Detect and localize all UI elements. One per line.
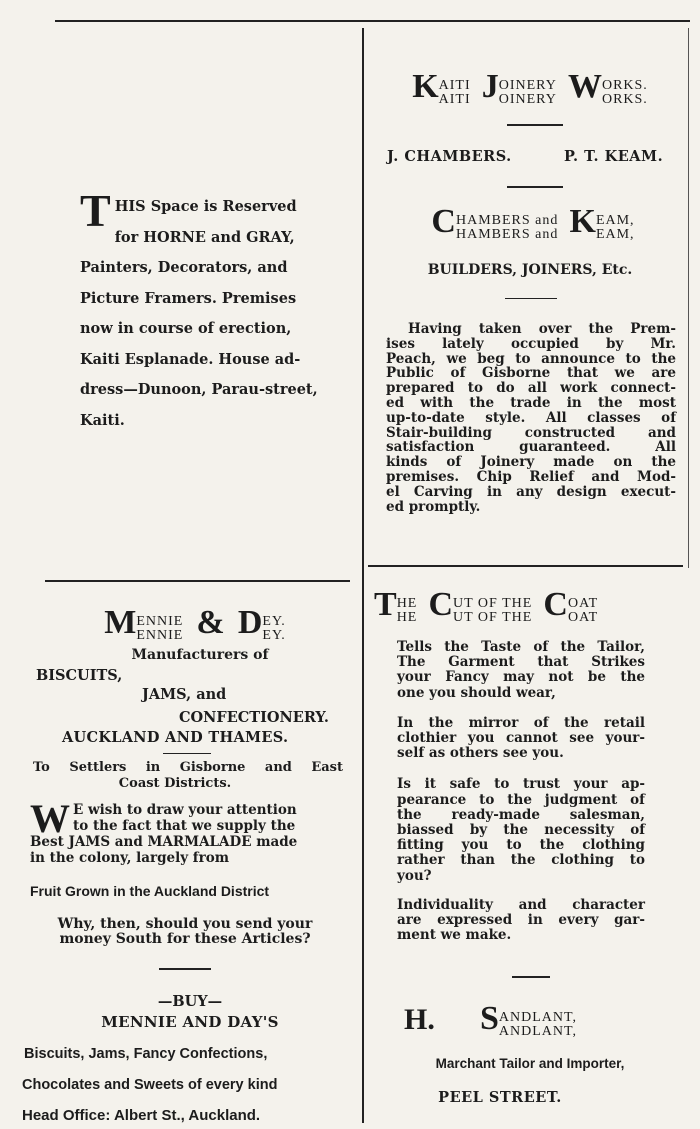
body-line: biassed by the necessity of <box>397 822 645 839</box>
column-divider <box>362 28 364 1123</box>
body-line: Stair-building constructed and <box>386 424 676 441</box>
body-line: satisfaction guaranteed. All <box>386 439 676 456</box>
body-line: The Garment that Strikes <box>397 654 645 671</box>
s-line1: ANDLANT, <box>498 1009 577 1025</box>
m-line1: ENNIE <box>136 613 184 629</box>
horne-gray-line: Picture Framers. Premises <box>80 289 297 307</box>
why-line-1: Why, then, should you send your <box>57 916 313 932</box>
body-line: ed promptly. <box>386 498 481 515</box>
title-w-line1: ORKS. <box>601 77 648 93</box>
chambers-keam-firm <box>378 203 688 242</box>
c2-line2: OAT <box>567 609 599 625</box>
body-line: ises lately occupied by Mr. <box>386 335 676 352</box>
body-line: el Carving in any design execut- <box>386 483 676 500</box>
we-line: to the fact that we supply the <box>73 817 296 834</box>
body-line: prepared to do all work connect- <box>386 380 676 397</box>
horne-gray-line: HIS Space is Reserved <box>114 198 297 215</box>
body-line: one you should wear, <box>397 684 556 701</box>
products-line-2: Chocolates and Sweets of every kind <box>22 1077 278 1093</box>
street-line: PEEL STREET. <box>438 1089 562 1106</box>
jams-line: JAMS, and <box>142 686 227 703</box>
t-line2: HE <box>396 609 418 625</box>
d-line2: EY. <box>262 627 286 643</box>
horne-gray-line: for HORNE and GRAY, <box>114 228 295 246</box>
divider <box>507 186 563 188</box>
cut-of-coat-title <box>374 586 684 625</box>
owner-chambers: J. CHAMBERS. <box>387 148 512 165</box>
body-line: Individuality and character <box>397 896 645 913</box>
head-office-line: Head Office: Albert St., Auckland. <box>22 1107 261 1124</box>
title-cap-m: M <box>104 604 137 641</box>
title-cap-j: J <box>481 68 499 105</box>
horne-gray-line: dress—Dunoon, Parau-street, <box>80 381 318 398</box>
divider <box>505 298 557 299</box>
products-line-1: Biscuits, Jams, Fancy Confections, <box>24 1046 268 1062</box>
trade-line: BUILDERS, JOINERS, Etc. <box>427 262 633 278</box>
c1-line2: UT OF THE <box>453 609 533 625</box>
body-line: you? <box>397 867 432 884</box>
body-line: the ready-made salesman, <box>397 806 645 823</box>
c1-line1: UT OF THE <box>453 595 533 611</box>
settlers-line-2: Coast Districts. <box>118 776 232 791</box>
we-line: E wish to draw your attention <box>73 802 297 818</box>
ampersand: & <box>196 604 225 641</box>
title-cap-k: K <box>412 68 439 105</box>
title-cap-c1: C <box>428 586 454 623</box>
manufacturers-line: Manufacturers of <box>131 647 269 663</box>
kaiti-joinery-body <box>386 322 676 514</box>
paragraph <box>397 716 645 762</box>
firm-cap-k: K <box>569 203 596 240</box>
c2-line1: OAT <box>567 595 599 611</box>
d-line1: EY. <box>262 613 286 629</box>
body-line: Tells the Taste of the Tailor, <box>397 639 645 655</box>
divider <box>159 968 211 970</box>
horne-gray-line: Painters, Decorators, and <box>80 259 288 276</box>
title-cap-s: S <box>479 1000 499 1037</box>
title-cap-c2: C <box>543 586 568 623</box>
kaiti-joinery-title <box>370 68 690 107</box>
top-rule <box>55 20 690 22</box>
paragraph <box>397 640 645 701</box>
title-j-line2: OINERY <box>498 91 557 107</box>
left-section-rule <box>45 580 350 582</box>
right-column-edge <box>688 28 689 568</box>
body-line: Is it safe to trust your ap- <box>397 776 645 793</box>
body-line: Having taken over the Prem- <box>408 321 676 337</box>
title-cap-d: D <box>237 604 263 641</box>
initial-h: H. <box>404 1003 435 1036</box>
paragraph <box>397 898 645 944</box>
t-line1: HE <box>396 595 418 611</box>
fruit-line: Fruit Grown in the Auckland District <box>30 883 270 899</box>
body-line: rather than the clothing to <box>397 852 645 869</box>
divider <box>163 753 211 754</box>
horne-gray-line: Kaiti. <box>80 411 125 429</box>
firm-k-line1: EAM, <box>595 212 635 228</box>
body-line: kinds of Joinery made on the <box>386 454 676 471</box>
why-line-2: money South for these Articles? <box>59 931 311 947</box>
horne-gray-ad <box>80 185 320 436</box>
firm-c-line1: HAMBERS and <box>455 212 559 228</box>
body-line: clothier you cannot see your- <box>397 730 645 747</box>
body-line: premises. Chip Relief and Mod- <box>386 468 676 485</box>
horne-gray-line: now in course of erection, <box>80 320 292 337</box>
buy-line: —BUY— <box>157 993 223 1010</box>
title-w-line2: ORKS. <box>601 91 648 107</box>
body-line: In the mirror of the retail <box>397 714 645 731</box>
body-line: Peach, we beg to announce to the <box>386 350 676 367</box>
horne-gray-line: Kaiti Esplanade. House ad- <box>80 350 301 368</box>
body-line: Public of Gisborne that we are <box>386 365 676 382</box>
firm-cap-c: C <box>431 203 456 240</box>
paragraph <box>397 777 645 883</box>
firm-c-line2: HAMBERS and <box>455 226 559 242</box>
we-dropcap: W <box>30 796 70 841</box>
location-line: AUCKLAND AND THAMES. <box>62 729 289 746</box>
body-line: pearance to the judgment of <box>397 791 645 808</box>
owner-keam: P. T. KEAM. <box>564 148 664 165</box>
we-line: Best JAMS and MARMALADE made <box>30 834 298 850</box>
biscuits-line: BISCUITS, <box>36 667 123 684</box>
we-wish-paragraph <box>30 796 344 866</box>
horne-gray-dropcap: T <box>80 185 111 236</box>
body-line: ment we make. <box>397 927 512 944</box>
body-line: self as others see you. <box>397 745 564 762</box>
firm-k-line2: EAM, <box>595 226 635 242</box>
body-line: fitting you to the clothing <box>397 837 645 854</box>
title-j-line1: OINERY <box>498 77 557 93</box>
body-line: are expressed in every gar- <box>397 912 645 929</box>
settlers-line-1: To Settlers in Gisborne and East <box>33 760 343 775</box>
tailor-line: Marchant Tailor and Importer, <box>435 1056 625 1071</box>
we-line: in the colony, largely from <box>30 849 230 866</box>
title-cap-t: T <box>374 586 397 623</box>
brand-line: MENNIE AND DAY'S <box>101 1013 279 1031</box>
m-line2: ENNIE <box>136 627 184 643</box>
right-section-rule <box>368 565 683 567</box>
divider <box>507 124 563 126</box>
title-cap-w: W <box>567 68 602 105</box>
title-k-line1: AITI <box>438 77 471 93</box>
sandlant-title <box>404 1000 684 1039</box>
body-line: up-to-date style. All classes of <box>386 409 676 426</box>
s-line2: ANDLANT, <box>498 1023 577 1039</box>
cut-of-coat-body <box>397 640 645 943</box>
confectionery-line: CONFECTIONERY. <box>179 709 329 726</box>
body-line: ed with the trade in the most <box>386 394 676 411</box>
title-k-line2: AITI <box>438 91 471 107</box>
mennie-dey-title <box>40 604 350 643</box>
body-line: your Fancy may not be the <box>397 669 645 686</box>
divider <box>512 976 550 978</box>
